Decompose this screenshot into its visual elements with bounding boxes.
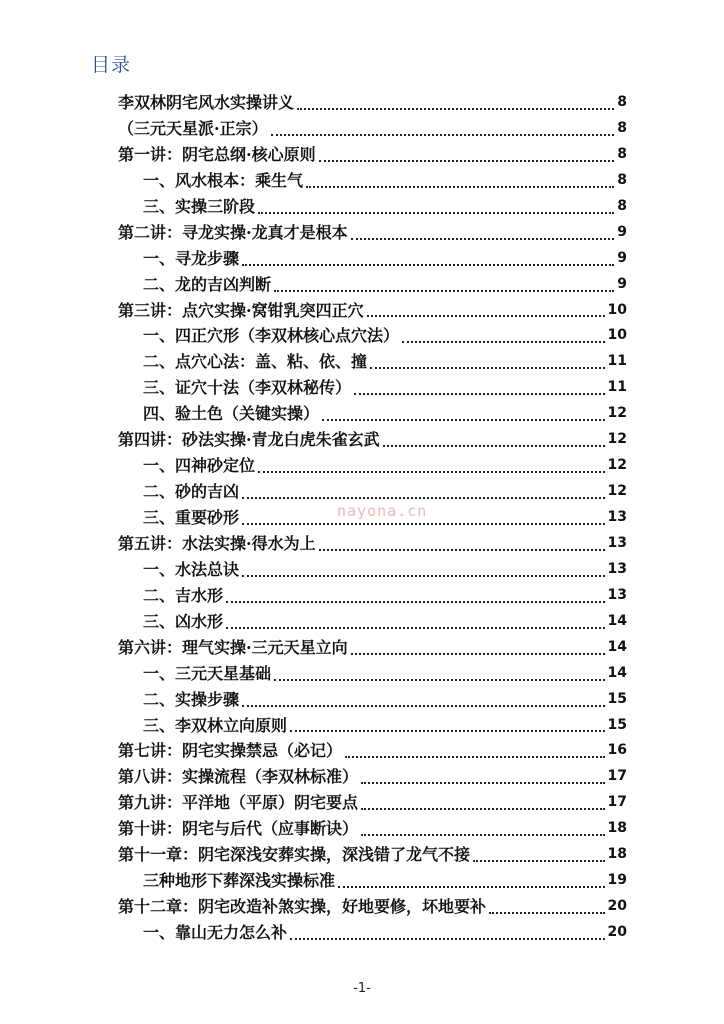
toc-entry-label: 三、实操三阶段 — [143, 196, 256, 216]
toc-subentry[interactable] — [0, 557, 724, 583]
dot-leader — [290, 938, 605, 940]
toc-entry-label: 一、水法总诀 — [143, 559, 240, 579]
toc-entry-page-number: 20 — [607, 924, 627, 940]
toc-subentry[interactable] — [0, 401, 724, 427]
toc-entry-page-number: 20 — [607, 898, 627, 915]
toc-entry-label: 李双林阴宅风水实操讲义 — [118, 93, 295, 112]
toc-entry-page-number: 10 — [607, 301, 627, 318]
dot-leader — [274, 679, 605, 681]
dot-leader — [338, 886, 605, 888]
toc-subentry[interactable] — [0, 375, 724, 401]
dot-leader — [226, 627, 605, 629]
toc-subentry[interactable] — [0, 349, 724, 375]
dot-leader — [258, 471, 605, 473]
dot-leader — [242, 575, 605, 577]
toc-entry-label: 四、验土色（关键实操） — [143, 404, 320, 424]
dot-leader — [319, 549, 605, 551]
dot-leader — [361, 808, 605, 810]
toc-subentry[interactable] — [0, 661, 724, 687]
dot-leader — [367, 315, 605, 317]
toc-entry-label: 第四讲：砂法实操·青龙白虎朱雀玄武 — [118, 430, 380, 450]
toc-entry-page-number: 17 — [607, 768, 627, 785]
dot-leader — [242, 264, 614, 266]
dot-leader — [297, 108, 614, 110]
dot-leader — [242, 705, 605, 707]
toc-entry-label: 一、四正穴形（李双林核心点穴法） — [143, 326, 400, 346]
dot-leader — [226, 601, 605, 603]
dot-leader — [290, 730, 605, 732]
toc-subentry[interactable] — [0, 687, 724, 713]
toc-entry[interactable] — [0, 90, 724, 116]
toc-entry-page-number: 8 — [617, 119, 627, 136]
toc-entry-page-number: 14 — [607, 612, 627, 629]
toc-entry-page-number: 18 — [607, 846, 627, 863]
dot-leader — [473, 860, 605, 862]
toc-entry-page-number: 19 — [607, 872, 627, 889]
toc-entry[interactable] — [0, 220, 724, 246]
dot-leader — [322, 419, 605, 421]
toc-entry-page-number: 11 — [607, 379, 627, 396]
toc-entry[interactable] — [0, 116, 724, 142]
toc-subentry[interactable] — [0, 583, 724, 609]
toc-entry-page-number: 11 — [607, 353, 627, 370]
toc-entry[interactable] — [0, 298, 724, 324]
dot-leader — [351, 238, 615, 240]
toc-entry-page-number: 12 — [607, 431, 627, 448]
toc-entry-label: 第二讲：寻龙实操·龙真才是根本 — [118, 222, 348, 242]
toc-entry[interactable] — [0, 142, 724, 168]
toc-subentry[interactable] — [0, 168, 724, 194]
toc-entry-label: 一、三元天星基础 — [143, 663, 272, 683]
toc-entry-label: 第七讲：阴宅实操禁忌（必记） — [118, 741, 343, 761]
toc-entry-label: 第十二章：阴宅改造补煞实操，好地要修，坏地要补 — [118, 897, 487, 917]
page-number: -1- — [353, 981, 371, 996]
toc-entry-page-number: 12 — [607, 405, 627, 422]
toc-subentry[interactable] — [0, 323, 724, 349]
toc-entry-page-number: 17 — [607, 794, 627, 811]
toc-entry-page-number: 8 — [617, 171, 627, 188]
dot-leader — [351, 653, 605, 655]
toc-entry-page-number: 9 — [617, 275, 627, 292]
toc-entry-page-number: 10 — [607, 327, 627, 344]
dot-leader — [306, 186, 614, 188]
toc-entry-page-number: 13 — [607, 586, 627, 603]
toc-entry-page-number: 12 — [607, 483, 627, 500]
toc-entry-label: 第一讲：阴宅总纲·核心原则 — [118, 144, 316, 164]
toc-entry-page-number: 15 — [607, 690, 627, 707]
toc-entry[interactable] — [0, 635, 724, 661]
toc-subentry[interactable] — [0, 920, 724, 946]
toc-subentry[interactable] — [0, 713, 724, 739]
toc-entry-label: 二、龙的吉凶判断 — [143, 274, 272, 294]
dot-leader — [370, 367, 605, 369]
dot-leader — [242, 497, 605, 499]
toc-entry-label: 二、实操步骤 — [143, 689, 240, 709]
toc-entry-page-number: 8 — [617, 94, 627, 110]
toc-entry-page-number: 8 — [617, 197, 627, 214]
toc-entry-label: 第六讲：理气实操·三元天星立向 — [118, 637, 348, 657]
toc-subentry[interactable] — [0, 609, 724, 635]
toc-entry-label: 第十一章：阴宅深浅安葬实操，深浅错了龙气不接 — [118, 845, 471, 865]
toc-entry[interactable] — [0, 894, 724, 920]
toc-entry-page-number: 13 — [607, 509, 627, 525]
toc-entry[interactable] — [0, 816, 724, 842]
toc-entry-label: 三、凶水形 — [143, 611, 224, 631]
toc-entry[interactable] — [0, 531, 724, 557]
toc-entry-label: 第三讲：点穴实操·窝钳乳突四正穴 — [118, 300, 364, 320]
dot-leader — [383, 445, 605, 447]
toc-subentry[interactable] — [0, 868, 724, 894]
dot-leader — [361, 782, 605, 784]
toc-heading: 目录 — [91, 54, 132, 76]
dot-leader — [258, 212, 614, 214]
toc-entry[interactable] — [0, 790, 724, 816]
toc-entry-label: 三、李双林立向原则 — [143, 715, 288, 735]
dot-leader — [345, 756, 605, 758]
toc-entry-page-number: 8 — [617, 145, 627, 162]
toc-entry-label: 一、风水根本：乘生气 — [143, 170, 304, 190]
toc-entry[interactable] — [0, 842, 724, 868]
toc-entry-page-number: 13 — [607, 560, 627, 577]
toc-entry-page-number: 15 — [607, 716, 627, 733]
dot-leader — [402, 341, 605, 343]
toc-entry-label: 二、点穴心法：盖、粘、依、撞 — [143, 352, 368, 372]
toc-entry-label: 一、四神砂定位 — [143, 456, 256, 476]
dot-leader — [274, 290, 614, 292]
dot-leader — [271, 134, 615, 136]
toc-entry-page-number: 9 — [617, 249, 627, 266]
toc-entry-label: 一、寻龙步骤 — [143, 248, 240, 268]
toc-entry-label: 一、靠山无力怎么补 — [143, 923, 288, 942]
toc-entry-label: 第五讲：水法实操·得水为上 — [118, 533, 316, 553]
dot-leader — [242, 523, 605, 525]
toc-subentry[interactable] — [0, 246, 724, 272]
toc-subentry[interactable] — [0, 272, 724, 298]
toc-subentry[interactable] — [0, 194, 724, 220]
toc-entry-label: 二、吉水形 — [143, 585, 224, 605]
toc-subentry[interactable] — [0, 453, 724, 479]
toc-entry-label: 三种地形下葬深浅实操标准 — [143, 871, 336, 891]
watermark: nayona.cn — [337, 502, 428, 520]
dot-leader — [489, 912, 605, 914]
toc-entry-page-number: 14 — [607, 638, 627, 655]
toc-entry-page-number: 14 — [607, 664, 627, 681]
toc-entry-page-number: 18 — [607, 820, 627, 837]
dot-leader — [319, 160, 615, 162]
toc-entry-label: 三、重要砂形 — [143, 508, 240, 527]
toc-entry[interactable] — [0, 427, 724, 453]
toc-entry-page-number: 9 — [617, 223, 627, 240]
toc-entry-label: 第十讲：阴宅与后代（应事断诀） — [118, 819, 359, 839]
toc-entry-label: 第八讲：实操流程（李双林标准） — [118, 767, 359, 787]
toc-entry[interactable] — [0, 764, 724, 790]
toc-entry-page-number: 13 — [607, 534, 627, 551]
toc-entry-page-number: 16 — [607, 742, 627, 759]
toc-entry-label: 三、证穴十法（李双林秘传） — [143, 378, 352, 398]
dot-leader — [361, 834, 605, 836]
dot-leader — [354, 393, 605, 395]
toc-entry[interactable] — [0, 738, 724, 764]
toc-entry-label: 二、砂的吉凶 — [143, 482, 240, 502]
toc-entry-label: 第九讲：平洋地（平原）阴宅要点 — [118, 793, 359, 813]
toc-entry-label: （三元天星派·正宗） — [118, 118, 268, 138]
toc-entry-page-number: 12 — [607, 457, 627, 474]
